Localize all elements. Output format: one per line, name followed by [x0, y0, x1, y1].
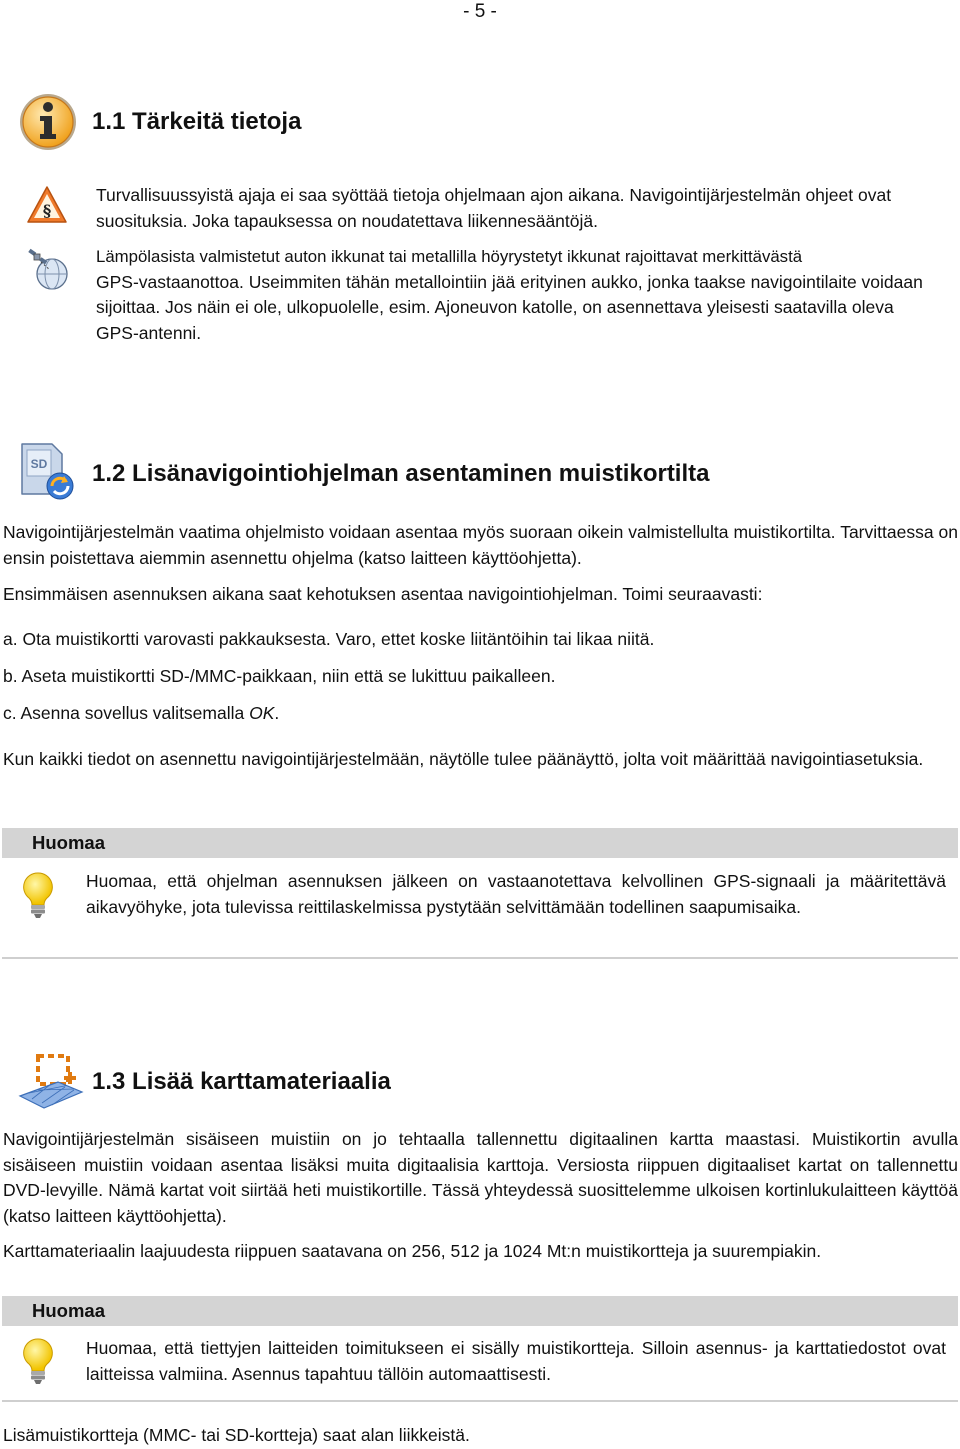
svg-text:§: § [42, 201, 52, 220]
sd-card-icon [18, 442, 78, 504]
gps-paragraph: GPS-vastaanottoa. Useimmiten tähän metallointiin jää erityinen aukko, jonka taakse navigointilaite voidaan sijoittaa. Jos näin ei ole, ulkopuolelle, esim. Ajoneuvon katolle, on asennettava yleisesti saatavilla oleva GPS-antenni. [96, 271, 923, 343]
map-add-icon [18, 1052, 84, 1112]
note-header: Huomaa [2, 828, 958, 858]
ok-label: OK [249, 703, 275, 723]
step-c-text: c. Asenna sovellus valitsemalla [3, 703, 250, 723]
page-number: - 5 - [463, 1, 497, 22]
gps-paragraph-line1: Lämpölasista valmistetut auton ikkunat tai metallilla höyrystetyt ikkunat rajoittavat merkittävästä [96, 247, 803, 266]
warning-paragraph: Turvallisuussyistä ajaja ei saa syöttää tietoja ohjelmaan ajon aikana. Navigointijärjestelmän ohjeet ovat suosituksia. Joka tapauksessa on noudatettava liikennesääntöjä. [96, 185, 892, 231]
section-1-3-title: 1.3 Lisää karttamateriaalia [92, 1068, 391, 1095]
note-divider-2 [2, 1400, 958, 1402]
note-divider [2, 957, 958, 959]
install-paragraph-3: Kun kaikki tiedot on asennettu navigointijärjestelmään, näytölle tulee päänäyttö, jolta voit määrittää navigointiasetuksia. [3, 749, 924, 769]
warning-law-icon [26, 184, 68, 226]
svg-text:SD: SD [30, 457, 48, 471]
satellite-globe-icon [24, 246, 70, 292]
install-paragraph-1: Navigointijärjestelmän vaatima ohjelmisto voidaan asentaa myös suoraan oikein valmistellulta muistikortilta. Tarvittaessa on ensin poistettava aiemmin asennettu ohjelma (katso laitteen käyttöohjetta). [3, 522, 958, 568]
note-text-2: Huomaa, että tiettyjen laitteiden toimitukseen ei sisälly muistikortteja. Silloin asennus- ja karttatiedostot ovat laitteissa valmiina. Asennus tapahtuu tällöin automaattisesti. [86, 1338, 946, 1384]
note-header-2: Huomaa [2, 1296, 958, 1326]
step-c [3, 701, 958, 727]
note-text: Huomaa, että ohjelman asennuksen jälkeen on vastaanotettava kelvollinen GPS-signaali ja määritettävä aikavyöhyke, jota tulevissa reittilaskelmissa pystytään selvittämään todellinen saapumisaika. [86, 871, 946, 917]
info-icon [18, 92, 78, 152]
step-c-end: . [274, 703, 280, 723]
step-a: a. Ota muistikortti varovasti pakkauksesta. Varo, ettet koske liitäntöihin tai likaa niitä. [3, 629, 655, 649]
map-paragraph-2: Karttamateriaalin laajuudesta riippuen saatavana on 256, 512 ja 1024 Mt:n muistikortteja ja suurempiakin. [3, 1241, 822, 1261]
install-paragraph-2: Ensimmäisen asennuksen aikana saat kehotuksen asentaa navigointiohjelman. Toimi seuraavasti: [3, 584, 763, 604]
section-1-1-title: 1.1 Tärkeitä tietoja [92, 108, 302, 135]
lightbulb-icon [18, 1336, 58, 1386]
footer-paragraph: Lisämuistikortteja (MMC- tai SD-kortteja) saat alan liikkeistä. [3, 1425, 470, 1445]
lightbulb-icon [18, 870, 58, 920]
step-b: b. Aseta muistikortti SD-/MMC-paikkaan, niin että se lukittuu paikalleen. [3, 666, 556, 686]
map-paragraph-1: Navigointijärjestelmän sisäiseen muistiin on jo tehtaalla tallennettu digitaalinen kartta maastasi. Muistikortin avulla sisäiseen muistiin voidaan asentaa lisäksi muita digitaalisia karttoja. Versiosta riippuen digitaaliset kartat on tallennettu DVD-levyille. Nämä kartat voit siirtää heti muistikortille. Tässä yhteydessä suosittelemme ulkoisen kortinlukulaitteen käyttöä (katso laitteen käyttöohjetta). [3, 1129, 958, 1226]
section-1-2-title: 1.2 Lisänavigointiohjelman asentaminen muistikortilta [92, 460, 710, 487]
